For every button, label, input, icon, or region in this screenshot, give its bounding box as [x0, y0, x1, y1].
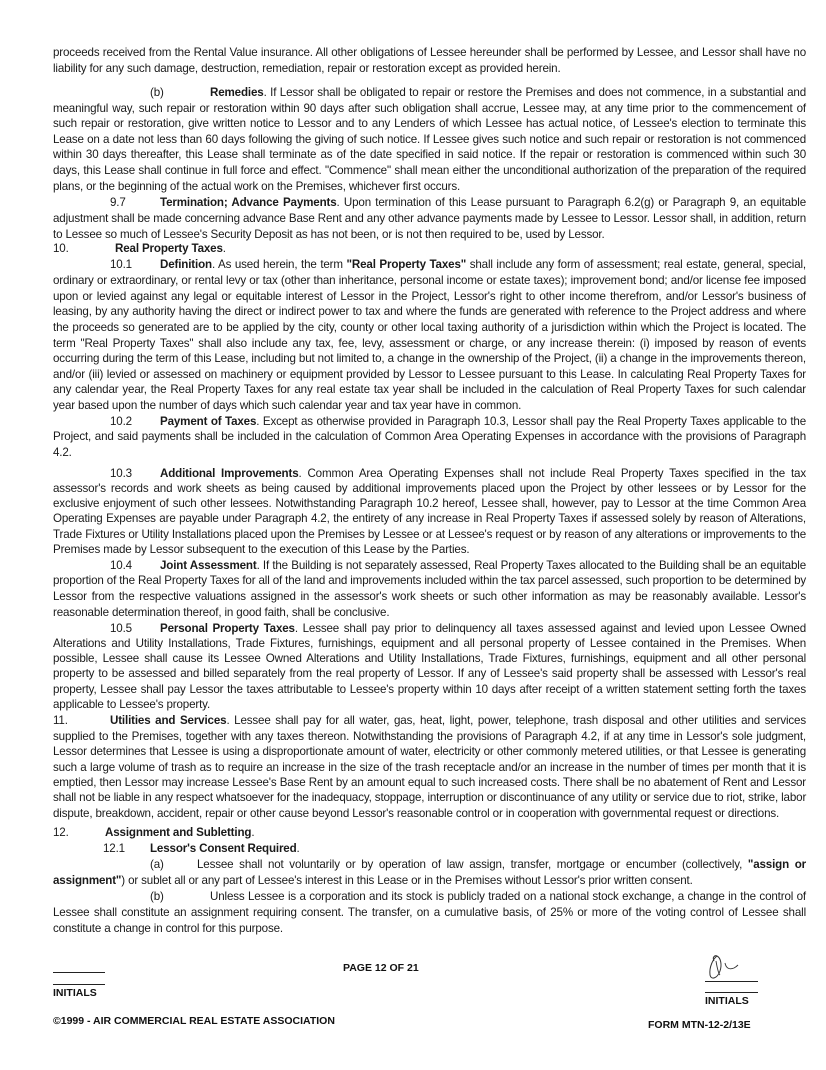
document-line: [53, 399, 806, 413]
document-line: [53, 922, 806, 936]
document-line: [53, 368, 806, 382]
document-line: [53, 117, 806, 131]
document-line: [53, 212, 806, 226]
line-text: leasing, by any authority having the direct or indirect power to tax and where the funds are generated with reference to the Project address and where: [53, 305, 806, 318]
line-content: [197, 858, 806, 872]
document-line: [53, 383, 806, 397]
line-text: Alterations and Utility Installations, Trade Fixtures, furnishings, equipment and all personal property of Lessee contained in the Premises. When: [53, 637, 806, 650]
document-line: [53, 148, 806, 162]
line-text: . Lessee shall pay for all water, gas, heat, light, power, telephone, trash disposal and other utilities and services: [226, 714, 806, 727]
left-initials-line-1: [53, 972, 105, 973]
document-line: [53, 46, 806, 60]
section-number: (b): [150, 890, 164, 903]
line-text: .: [251, 826, 255, 839]
right-initials-label: INITIALS: [705, 995, 749, 1007]
document-line: [53, 352, 806, 366]
section-number: (a): [150, 858, 164, 871]
right-initials-line-1: [705, 981, 758, 982]
line-content: [160, 622, 806, 636]
line-text: reasonable determination thereof, in good faith, shall be conclusive.: [53, 606, 390, 619]
document-line: [53, 512, 806, 526]
section-heading: Termination; Advance Payments: [160, 196, 337, 209]
line-text: within 30 days thereafter, this Lease shall terminate as of the date specified in said notice. If the repair or restoration is commenced within such 30: [53, 148, 806, 161]
line-text: . Common Area Operating Expenses shall not include Real Property Taxes specified in the tax: [298, 467, 806, 480]
document-line: [53, 228, 806, 242]
left-initials-line-2: [53, 984, 105, 985]
line-text: days, this Lease shall continue in full force and effect. "Commence" shall mean either the unconditional authorization of the preparation of the required: [53, 164, 806, 177]
line-text: such repair or restoration, give written notice to Lessor and to any Lenders of which Lessee has actual notice, of Lessee's election to terminate this: [53, 117, 806, 130]
document-line: [53, 290, 806, 304]
section-number: 10.2: [110, 415, 132, 428]
section-number: 12.: [53, 826, 69, 839]
line-text: . Upon termination of this Lease pursuant to Paragraph 6.2(g) or Paragraph 9, an equitable: [336, 196, 806, 209]
form-number: FORM MTN-12-2/13E: [648, 1019, 751, 1031]
section-heading: Remedies: [210, 86, 264, 99]
section-number: 10.5: [110, 622, 132, 635]
document-line: [53, 683, 806, 697]
right-initials-line-2: [705, 992, 758, 993]
document-line: [53, 791, 806, 805]
line-text: . If the Building is not separately assessed, Real Property Taxes allocated to the Building shall be an equitable: [256, 559, 807, 572]
line-text: emptied, then Lessor may increase Lessee's Base Rent by an amount equal to such increased costs. There shall be no abatement of Rent and Lessor: [53, 776, 806, 789]
line-text: . Lessee shall pay prior to delinquency all taxes assessed against and levied upon Lessee Owned: [294, 622, 806, 635]
document-line: [53, 497, 806, 511]
document-line: [53, 430, 806, 444]
line-text: Operating Expenses are payable under Paragraph 4.2, the entirety of any increase in Real Property Taxes if assessed solely by reason of Alterations,: [53, 512, 806, 525]
line-text: ) or sublet all or any part of Lessee's interest in this Lease or in the Premises without Lessor's prior written consent.: [121, 874, 693, 887]
line-text: assessor's records and work sheets as being caused by additional improvements placed upon the Project by other lessees or by Lessor for the: [53, 482, 806, 495]
document-line: [53, 133, 806, 147]
section-heading: Personal Property Taxes: [160, 622, 295, 635]
line-content: [160, 196, 806, 210]
line-content: [210, 86, 806, 100]
line-text: plans, or the beginning of the actual work on the Premises, whichever first occurs.: [53, 180, 461, 193]
document-line: [53, 730, 806, 744]
line-text: occurring during the term of this Lease, including but not limited to, a change in the ownership of the Project, (ii) a change in the improvements thereon,: [53, 352, 806, 365]
document-line: [53, 761, 806, 775]
line-text: the proceeds so generated are to be applied by the city, county or other local taxing authority of a jurisdiction within which the Project is located. The: [53, 321, 806, 334]
section-heading: Lessor's Consent Required: [150, 842, 297, 855]
line-content: [160, 467, 806, 481]
line-text: .: [222, 242, 226, 255]
line-text: shall not be liable in any respect whatsoever for the inadequacy, stoppage, interruption or discontinuance of any utility or service due to riot, strike, labor: [53, 791, 807, 804]
document-line: [53, 667, 806, 681]
line-text: meaningful way, such repair or restoration within 90 days after such obligation shall accrue, Lessee may, at any time prior to the commencement of: [53, 102, 806, 115]
signature-initials: [703, 953, 747, 981]
line-text: Lessor from the respective valuations assigned in the assessor's work sheets or such other information as may be reasonably available. Lessor's: [53, 590, 806, 603]
page-number: PAGE 12 OF 21: [343, 962, 419, 974]
document-line: [53, 874, 806, 888]
line-text: upon or levied against any legal or equitable interest of Lessor in the Project, Lessor's right to other income therefrom, and/or Lessor's business of: [53, 290, 806, 303]
section-number: 12.1: [103, 842, 125, 855]
line-content: [160, 559, 806, 573]
line-text: proportion of the Real Property Taxes for all of the land and improvements included within the tax parcel assessed, such proportion to be determined by: [53, 574, 807, 587]
section-heading: Payment of Taxes: [160, 415, 257, 428]
document-line: [53, 590, 806, 604]
line-text: Lessee shall constitute an assignment requiring consent. The transfer, on a cumulative basis, of 25% or more of the voting control of Lessee shall: [53, 906, 806, 919]
line-text: shall include any form of assessment; real estate, general, special,: [466, 258, 806, 271]
section-number: (b): [150, 86, 164, 99]
line-content: [210, 890, 806, 904]
section-heading: Joint Assessment: [160, 559, 257, 572]
document-line: [53, 543, 806, 557]
section-number: 10.4: [110, 559, 132, 572]
document-line: [53, 274, 806, 288]
line-text: to Lessee so much of Lessee's Security Deposit as has not been, or is not then required to be, used by Lessor.: [53, 228, 605, 241]
document-line: [53, 62, 806, 76]
line-text: dispute, breakdown, accident, repair or other cause beyond Lessor's reasonable control or in cooperation with governmental request or directions.: [53, 807, 780, 820]
line-text: Project, and said payments shall be included in the calculation of Common Area Operating Expenses in accordance with the provisions of Paragraph: [53, 430, 806, 443]
line-text: supplied to the Premises, together with any taxes thereon. Notwithstanding the provisions of Paragraph 4.2, if at any time in Lessor's sole judgment,: [53, 730, 806, 743]
line-text: ordinary or extraordinary, or rental levy or tax (other than inheritance, personal income or estate taxes); improvement bond; and/or license fee imposed: [53, 274, 806, 287]
line-text: such a large volume of trash as to require an increase in the size of the trash receptacle and/or an increase in the number of times per month that it is: [53, 761, 806, 774]
line-text: . Except as otherwise provided in Paragraph 10.3, Lessor shall pay the Real Property Taxes applicable to the: [256, 415, 807, 428]
document-line: [53, 652, 806, 666]
document-line: [53, 745, 806, 759]
line-text: exclusive enjoyment of such other lessees. Notwithstanding Paragraph 10.2 hereof, Lessee shall, however, pay to Lessor at the time Common Area: [53, 497, 806, 510]
line-text: applicable to Lessee's property.: [53, 698, 211, 711]
section-number: 10.: [53, 242, 69, 255]
line-content: [105, 826, 806, 840]
line-text: Unless Lessee is a corporation and its stock is publicly traded on a national stock exchange, a change in the control of: [210, 890, 806, 903]
line-text: . As used herein, the term: [211, 258, 347, 271]
document-line: [53, 446, 806, 460]
document-line: [53, 574, 806, 588]
line-text: 4.2.: [53, 446, 72, 459]
document-line: [53, 482, 806, 496]
line-text: Lessor determines that Lessee is using a disproportionate amount of water, electricity or other commonly metered utilities, or that Lessee is generating: [53, 745, 806, 758]
line-text: any calendar year, the Real Property Taxes for any real estate tax year shall be included in the calculation of Real Property Taxes for such calendar: [53, 383, 806, 396]
document-line: [53, 102, 806, 116]
document-line: [53, 776, 806, 790]
section-number: 10.3: [110, 467, 132, 480]
line-text: Lease on a date not less than 60 days following the giving of such notice. If Lessee gives such notice and such repair or restoration is not commenced: [53, 133, 806, 146]
defined-term: assignment": [53, 874, 122, 887]
line-content: [160, 258, 806, 272]
document-line: [53, 180, 806, 194]
section-number: 11.: [53, 714, 68, 727]
line-text: .: [296, 842, 300, 855]
line-content: [150, 842, 806, 856]
line-text: adjustment shall be made concerning advance Base Rent and any other advance payments made by Lessee to Lessor. Lessor shall, in addition, return: [53, 212, 806, 225]
line-text: Trade Fixtures or Utility Installations placed upon the Premises by Lessee or at Lessee's request or by reason of any alterations or improvements to the: [53, 528, 806, 541]
line-text: property to be assessed and billed separately from the real property of Lessor. If any of Lessee's said property shall be assessed with Lessor's real: [53, 667, 806, 680]
line-content: [160, 415, 806, 429]
section-heading: Definition: [160, 258, 212, 271]
section-number: 10.1: [110, 258, 132, 271]
copyright-notice: ©1999 - AIR COMMERCIAL REAL ESTATE ASSOCIATION: [53, 1015, 335, 1027]
document-line: [53, 906, 806, 920]
defined-term: "Real Property Taxes": [346, 258, 467, 271]
defined-term: "assign or: [747, 858, 806, 871]
document-line: [53, 637, 806, 651]
document-line: [53, 305, 806, 319]
line-text: Premises made by Lessor subsequent to the execution of this Lease by the Parties.: [53, 543, 470, 556]
line-text: term "Real Property Taxes" shall also include any tax, fee, levy, assessment or charge, or any increase therein: (i) imposed by reason of events: [53, 337, 806, 350]
line-text: . If Lessor shall be obligated to repair or restore the Premises and does not commence, in a substantial and: [263, 86, 806, 99]
document-line: [53, 528, 806, 542]
line-content: [115, 242, 806, 256]
line-text: constitute a change in control for this purpose.: [53, 922, 283, 935]
line-text: liability for any such damage, destruction, remediation, repair or restoration except as provided herein.: [53, 62, 561, 75]
line-text: proceeds received from the Rental Value insurance. All other obligations of Lessee hereunder shall be performed by Lessee, and Lessor shall have no: [53, 46, 806, 59]
section-heading: Additional Improvements: [160, 467, 299, 480]
section-heading: Real Property Taxes: [115, 242, 223, 255]
document-line: [53, 321, 806, 335]
document-line: [53, 698, 806, 712]
line-text: year based upon the number of days which such calendar year and tax year have in common.: [53, 399, 522, 412]
section-heading: Assignment and Subletting: [105, 826, 252, 839]
document-line: [53, 164, 806, 178]
line-text: property, Lessee shall pay Lessor the taxes attributable to Lessee's property within 10 days after receipt of a written statement setting forth the taxes: [53, 683, 806, 696]
document-line: [53, 807, 806, 821]
section-heading: Utilities and Services: [110, 714, 227, 727]
left-initials-label: INITIALS: [53, 987, 97, 999]
line-text: Lessee shall not voluntarily or by operation of law assign, transfer, mortgage or encumber (collectively,: [197, 858, 748, 871]
line-content: [110, 714, 806, 728]
section-number: 9.7: [110, 196, 126, 209]
line-text: and/or (iii) levied or assessed on machinery or equipment provided by Lessor to Lessee pursuant to this Lease. In calculating Real Property Taxes for: [53, 368, 806, 381]
document-line: [53, 606, 806, 620]
line-text: possible, Lessee shall cause its Lessee Owned Alterations and Utility Installations, Trade Fixtures, furnishings, equipment and all other personal: [53, 652, 806, 665]
document-line: [53, 337, 806, 351]
